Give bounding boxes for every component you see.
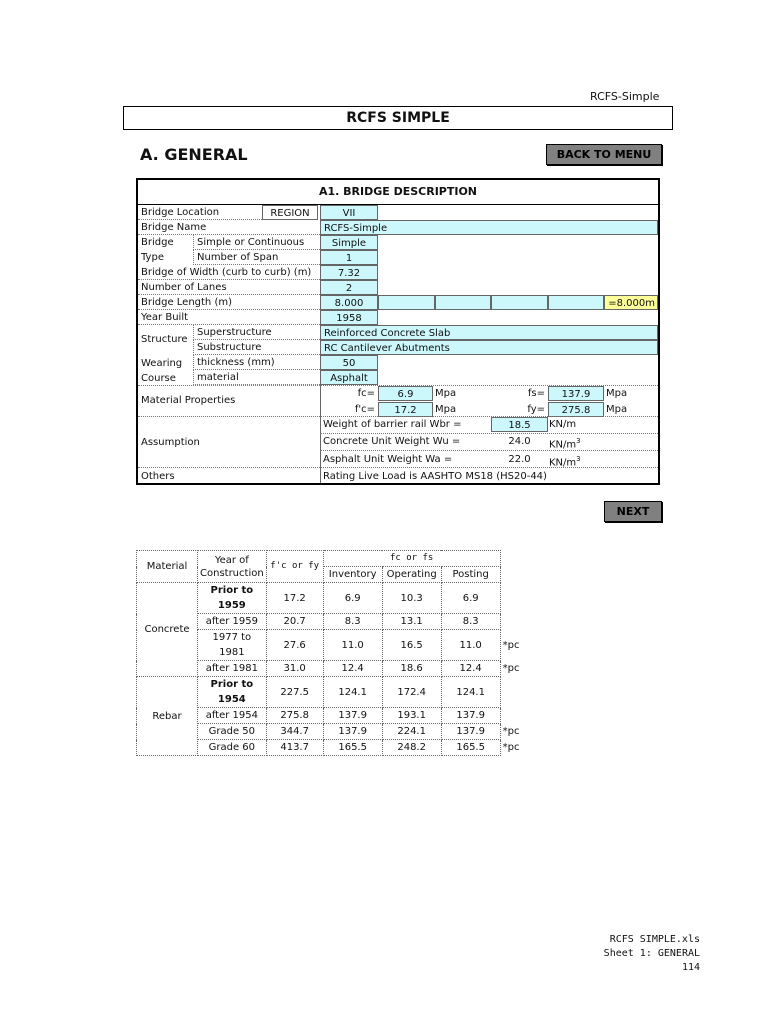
table-cell: 275.8 xyxy=(266,708,323,724)
table-cell: 248.2 xyxy=(382,740,441,756)
table-cell: 11.0 xyxy=(323,630,382,661)
row-divider xyxy=(320,433,658,435)
concrete-label: Concrete xyxy=(137,583,198,677)
fy-label: fy= xyxy=(527,404,545,415)
table-cell: 8.3 xyxy=(323,614,382,630)
wu-unit: $KN/m^3$ xyxy=(549,437,581,449)
fy-value[interactable]: 275.8 xyxy=(548,402,604,417)
table-cell: 137.9 xyxy=(323,724,382,740)
h-fcfy: f'c or fy xyxy=(266,551,323,583)
wu-value: 24.0 xyxy=(508,436,531,447)
row-divider xyxy=(138,416,658,418)
others-value: Rating Live Load is AASHTO MS18 (HS20-44) xyxy=(323,471,547,482)
region-value[interactable]: VII xyxy=(320,205,378,220)
lanes-label: Number of Lanes xyxy=(138,280,320,295)
sheet-tag: RCFS-Simple xyxy=(590,90,660,103)
table-note: *pc xyxy=(502,639,520,651)
next-button[interactable]: NEXT xyxy=(604,501,662,522)
table-note xyxy=(500,677,522,708)
location-label: Bridge Location xyxy=(138,205,262,220)
fs-unit: Mpa xyxy=(606,388,628,399)
wbr-label: Weight of barrier rail Wbr = xyxy=(323,419,462,430)
row-divider xyxy=(138,467,658,469)
year-value[interactable]: 1958 xyxy=(320,310,378,325)
span-length-cell[interactable] xyxy=(435,295,491,310)
rebar-label: Rebar xyxy=(137,677,198,756)
h-material: Material xyxy=(137,551,198,583)
table-cell: 27.6 xyxy=(266,630,323,661)
table-cell: 11.0 xyxy=(441,630,500,661)
table-cell: 413.7 xyxy=(266,740,323,756)
wu-label: Concrete Unit Weight Wu = xyxy=(323,436,461,447)
type-sub-2: Number of Span xyxy=(193,250,320,265)
wbr-unit: KN/m xyxy=(549,419,577,430)
fs-value[interactable]: 137.9 xyxy=(548,386,604,401)
table-cell: 137.9 xyxy=(323,708,382,724)
table-cell: 172.4 xyxy=(382,677,441,708)
table-cell: after 1954 xyxy=(198,708,267,724)
fpc-value[interactable]: 17.2 xyxy=(378,402,433,417)
assumption-label: Assumption xyxy=(141,437,200,448)
table-cell: 16.5 xyxy=(382,630,441,661)
table-cell: 165.5 xyxy=(323,740,382,756)
width-value[interactable]: 7.32 xyxy=(320,265,378,280)
table-cell: 17.2 xyxy=(266,583,323,614)
table-note: *pc xyxy=(502,663,520,674)
h-posting: Posting xyxy=(441,567,500,583)
table-cell: Prior to 1959 xyxy=(198,583,267,614)
table-cell: Grade 50 xyxy=(198,724,267,740)
lanes-value[interactable]: 2 xyxy=(320,280,378,295)
column-divider xyxy=(320,205,321,483)
span-length-cell[interactable] xyxy=(491,295,548,310)
h-fcfs: fc or fs xyxy=(323,551,500,567)
wearing-label-2: Course xyxy=(141,373,176,384)
fy-unit: Mpa xyxy=(606,404,628,415)
name-label: Bridge Name xyxy=(138,220,320,235)
table-row xyxy=(137,583,523,614)
fs-label: fs= xyxy=(527,388,545,399)
h-year: Year of Construction xyxy=(198,551,267,583)
table-cell: 10.3 xyxy=(382,583,441,614)
type-value-1[interactable]: Simple xyxy=(320,235,378,250)
table-note xyxy=(500,614,522,630)
sub-value[interactable]: RC Cantilever Abutments xyxy=(320,340,658,355)
wa-value: 22.0 xyxy=(508,454,531,465)
table-cell: 344.7 xyxy=(266,724,323,740)
footer-sheet: Sheet 1: GENERAL xyxy=(603,948,700,959)
table-cell: 18.6 xyxy=(382,661,441,677)
type-label-2: Type xyxy=(141,252,164,263)
table-cell: Grade 60 xyxy=(198,740,267,756)
type-label-1: Bridge xyxy=(141,237,174,248)
table-cell: 124.1 xyxy=(441,677,500,708)
length-label: Bridge Length (m) xyxy=(138,295,320,310)
footer-file: RCFS SIMPLE.xls xyxy=(609,934,700,945)
table-cell: after 1981 xyxy=(198,661,267,677)
table-note xyxy=(500,708,522,724)
fpc-unit: Mpa xyxy=(435,404,457,415)
width-label: Bridge of Width (curb to curb) (m) xyxy=(138,265,320,280)
wbr-value[interactable]: 18.5 xyxy=(491,417,548,432)
material-value[interactable]: Asphalt xyxy=(320,370,378,385)
table-cell: 8.3 xyxy=(441,614,500,630)
back-to-menu-button[interactable]: BACK TO MENU xyxy=(546,144,662,165)
region-label: REGION xyxy=(262,205,318,220)
thickness-value[interactable]: 50 xyxy=(320,355,378,370)
name-value[interactable]: RCFS-Simple xyxy=(320,220,658,235)
fpc-label: f'c= xyxy=(354,404,375,415)
table-note: *pc xyxy=(502,726,520,737)
fc-value[interactable]: 6.9 xyxy=(378,386,433,401)
table-cell: 6.9 xyxy=(323,583,382,614)
h-inventory: Inventory xyxy=(323,567,382,583)
wa-unit: $KN/m^3$ xyxy=(549,455,581,467)
table-cell: 1977 to 1981 xyxy=(198,630,267,661)
table-cell: 193.1 xyxy=(382,708,441,724)
table-note xyxy=(500,583,522,614)
table-cell: 224.1 xyxy=(382,724,441,740)
table-cell: 12.4 xyxy=(323,661,382,677)
structure-label: Structure xyxy=(141,334,188,345)
type-sub-1: Simple or Continuous xyxy=(193,235,320,250)
table-cell: 6.9 xyxy=(441,583,500,614)
table-note: *pc xyxy=(502,742,520,753)
fc-label: fc= xyxy=(357,388,375,399)
span-length-cell[interactable] xyxy=(378,295,435,310)
bridge-description-title: A1. BRIDGE DESCRIPTION xyxy=(138,180,658,205)
wearing-label-1: Wearing xyxy=(141,358,183,369)
table-cell: 20.7 xyxy=(266,614,323,630)
table-cell: Prior to 1954 xyxy=(198,677,267,708)
year-label: Year Built xyxy=(138,310,320,325)
material-strength-table xyxy=(136,550,523,756)
section-title: A. GENERAL xyxy=(140,145,248,164)
wa-label: Asphalt Unit Weight Wa = xyxy=(323,454,453,465)
fc-unit: Mpa xyxy=(435,388,457,399)
table-cell: 13.1 xyxy=(382,614,441,630)
table-cell: 124.1 xyxy=(323,677,382,708)
table-cell: 227.5 xyxy=(266,677,323,708)
table-cell: 12.4 xyxy=(441,661,500,677)
table-cell: 137.9 xyxy=(441,708,500,724)
thickness-label: thickness (mm) xyxy=(193,355,320,370)
table-row xyxy=(137,677,523,708)
table-cell: 137.9 xyxy=(441,724,500,740)
page-title: RCFS SIMPLE xyxy=(123,106,673,130)
matprop-label: Material Properties xyxy=(141,395,236,406)
footer-page: 114 xyxy=(681,962,700,973)
others-label: Others xyxy=(141,471,175,482)
length-value[interactable]: 8.000 xyxy=(320,295,378,310)
row-divider xyxy=(138,385,658,387)
length-total: =8.000m xyxy=(604,295,658,310)
type-value-2[interactable]: 1 xyxy=(320,250,378,265)
super-value[interactable]: Reinforced Concrete Slab xyxy=(320,325,658,340)
row-divider xyxy=(320,450,658,452)
table-cell: after 1959 xyxy=(198,614,267,630)
span-length-cell[interactable] xyxy=(548,295,604,310)
sub-label: Substructure xyxy=(193,340,320,355)
table-cell: 31.0 xyxy=(266,661,323,677)
material-label: material xyxy=(193,370,320,385)
h-operating: Operating xyxy=(382,567,441,583)
super-label: Superstructure xyxy=(193,325,320,340)
table-cell: 165.5 xyxy=(441,740,500,756)
